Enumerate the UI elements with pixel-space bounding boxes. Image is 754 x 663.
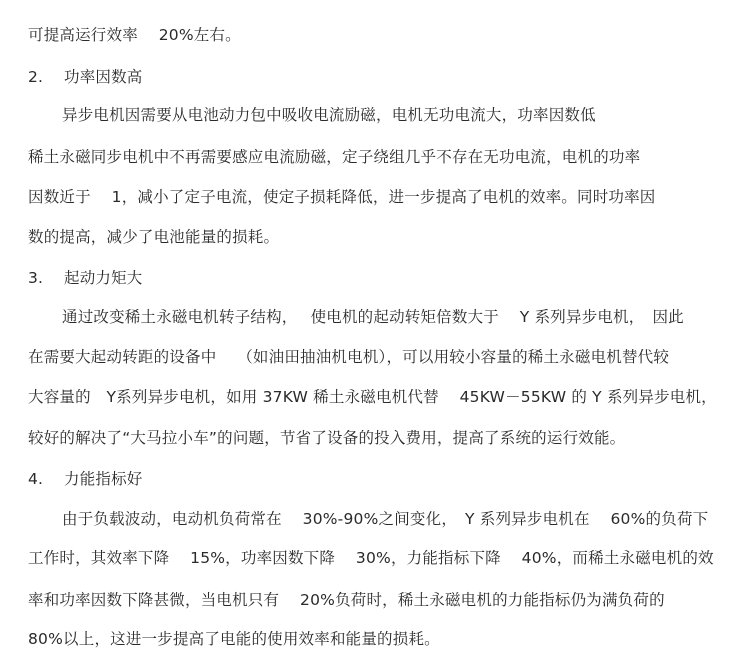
paragraph-line: 由于负载波动，电动机负荷常在 30%-90%之间变化， Y 系列异步电机在 60%的负荷下: [62, 510, 709, 528]
paragraph-line: 大容量的 Y系列异步电机，如用 37KW 稀土永磁电机代替 45KW－55KW 的 Y 系列异步电机，: [28, 388, 717, 406]
paragraph-line: 可提高运行效率 20%左右。: [28, 26, 241, 44]
section-heading-starting-torque: [28, 267, 143, 289]
paragraph-line: 在需要大起动转距的设备中 （如油田抽油机电机），可以用较小容量的稀土永磁电机替代较: [28, 348, 670, 366]
paragraph-line: 数的提高，减少了电池能量的损耗。: [28, 228, 280, 246]
section-number: 2.: [28, 68, 44, 86]
paragraph-line: 通过改变稀土永磁电机转子结构， 使电机的起动转矩倍数大于 Y 系列异步电机， 因此: [62, 308, 684, 326]
paragraph-line: 较好的解决了“大马拉小车”的问题，节省了设备的投入费用，提高了系统的运行效能。: [28, 429, 626, 447]
section-title: 起动力矩大: [64, 269, 143, 287]
paragraph-line: 稀土永磁同步电机中不再需要感应电流励磁，定子绕组几乎不存在无功电流，电机的功率: [28, 148, 641, 166]
section-heading-energy-index: [28, 468, 143, 490]
section-number: 3.: [28, 269, 44, 287]
section-title: 力能指标好: [64, 470, 143, 488]
section-title: 功率因数高: [64, 68, 143, 86]
paragraph-line: 因数近于 1，减小了定子电流，使定子损耗降低，进一步提高了电机的效率。同时功率因: [28, 188, 656, 206]
paragraph-line: 异步电机因需要从电池动力包中吸收电流励磁，电机无功电流大，功率因数低: [62, 106, 596, 124]
section-heading-power-factor: [28, 66, 143, 88]
section-number: 4.: [28, 470, 44, 488]
paragraph-line: 80%以上，这进一步提高了电能的使用效率和能量的损耗。: [28, 630, 440, 648]
paragraph-line: 工作时，其效率下降 15%，功率因数下降 30%，力能指标下降 40%，而稀土永磁电机的效: [28, 549, 714, 567]
paragraph-line: 率和功率因数下降甚微，当电机只有 20%负荷时，稀土永磁电机的力能指标仍为满负荷的: [28, 591, 665, 609]
